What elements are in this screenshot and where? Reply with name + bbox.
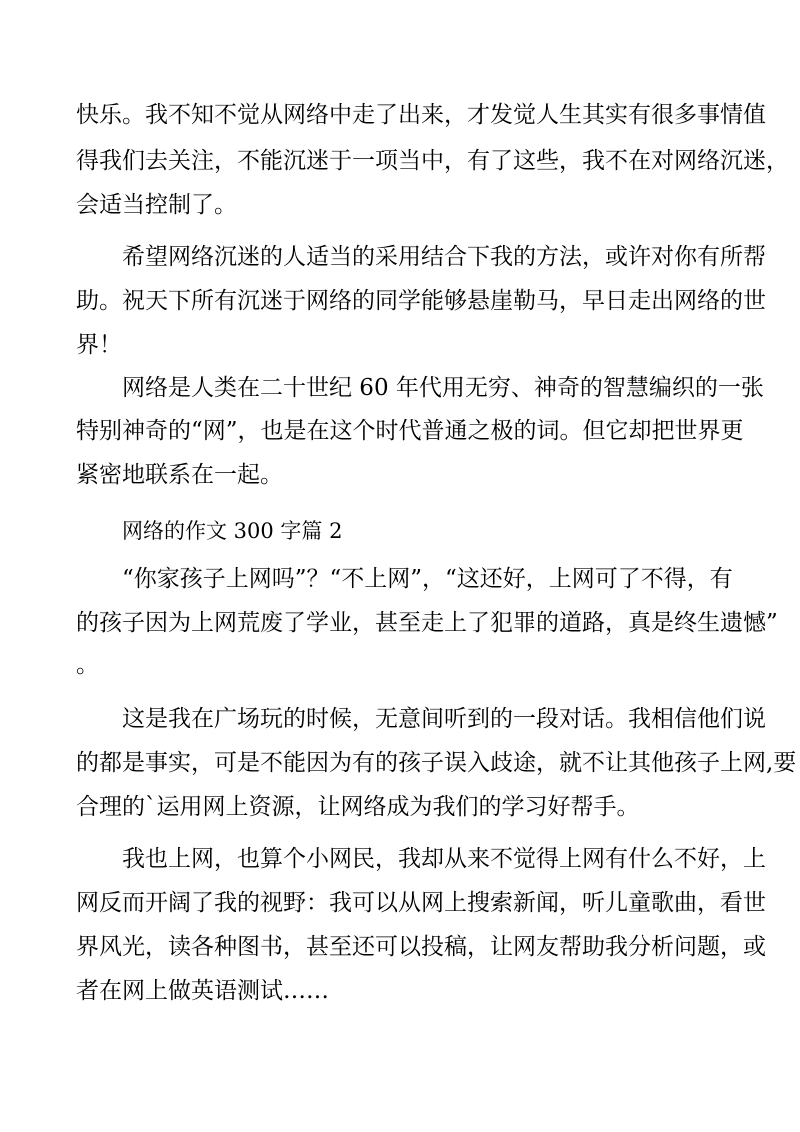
paragraph-5-line-1: “你家孩子上网吗”？“不上网”，“这还好，上网可了不得，有 bbox=[122, 566, 733, 592]
paragraph-3-line-1: 网络是人类在二十世纪 60 年代用无穷、神奇的智慧编织的一张 bbox=[122, 375, 764, 401]
paragraph-7-line-3: 界风光，读各种图书，甚至还可以投稿，让网友帮助我分析问题，或 bbox=[76, 934, 766, 960]
paragraph-3-line-2: 特别神奇的“网”，也是在这个时代普通之极的词。但它却把世界更 bbox=[76, 418, 744, 444]
paragraph-1-line-2: 得我们去关注，不能沉迷于一项当中，有了这些，我不在对网络沉迷， bbox=[76, 148, 789, 174]
paragraph-2-line-1: 希望网络沉迷的人适当的采用结合下我的方法，或许对你有所帮 bbox=[122, 244, 766, 270]
paragraph-7-line-1: 我也上网，也算个小网民，我却从来不觉得上网有什么不好，上 bbox=[122, 846, 766, 872]
section-heading: 网络的作文 300 字篇 2 bbox=[122, 519, 343, 543]
paragraph-1-line-3: 会适当控制了。 bbox=[76, 192, 237, 218]
paragraph-3-line-3: 紧密地联系在一起。 bbox=[76, 462, 283, 488]
paragraph-2-line-2: 助。祝天下所有沉迷于网络的同学能够悬崖勒马，早日走出网络的世 bbox=[76, 288, 766, 314]
paragraph-7-line-4: 者在网上做英语测试…… bbox=[76, 978, 329, 1004]
paragraph-2-line-3: 界！ bbox=[76, 332, 122, 358]
paragraph-1-line-1: 快乐。我不知不觉从网络中走了出来，才发觉人生其实有很多事情值 bbox=[76, 102, 766, 128]
paragraph-6-line-3: 合理的`运用网上资源，让网络成为我们的学习好帮手。 bbox=[76, 794, 640, 820]
paragraph-5-line-2: 的孩子因为上网荒废了学业，甚至走上了犯罪的道路，真是终生遗憾” bbox=[76, 610, 778, 636]
paragraph-5-line-3: 。 bbox=[76, 652, 99, 678]
paragraph-6-line-1: 这是我在广场玩的时候，无意间听到的一段对话。我相信他们说 bbox=[122, 706, 766, 732]
paragraph-6-line-2: 的都是事实，可是不能因为有的孩子误入歧途，就不让其他孩子上网,要 bbox=[76, 750, 797, 776]
paragraph-7-line-2: 网反而开阔了我的视野：我可以从网上搜索新闻，听儿童歌曲，看世 bbox=[76, 890, 766, 916]
